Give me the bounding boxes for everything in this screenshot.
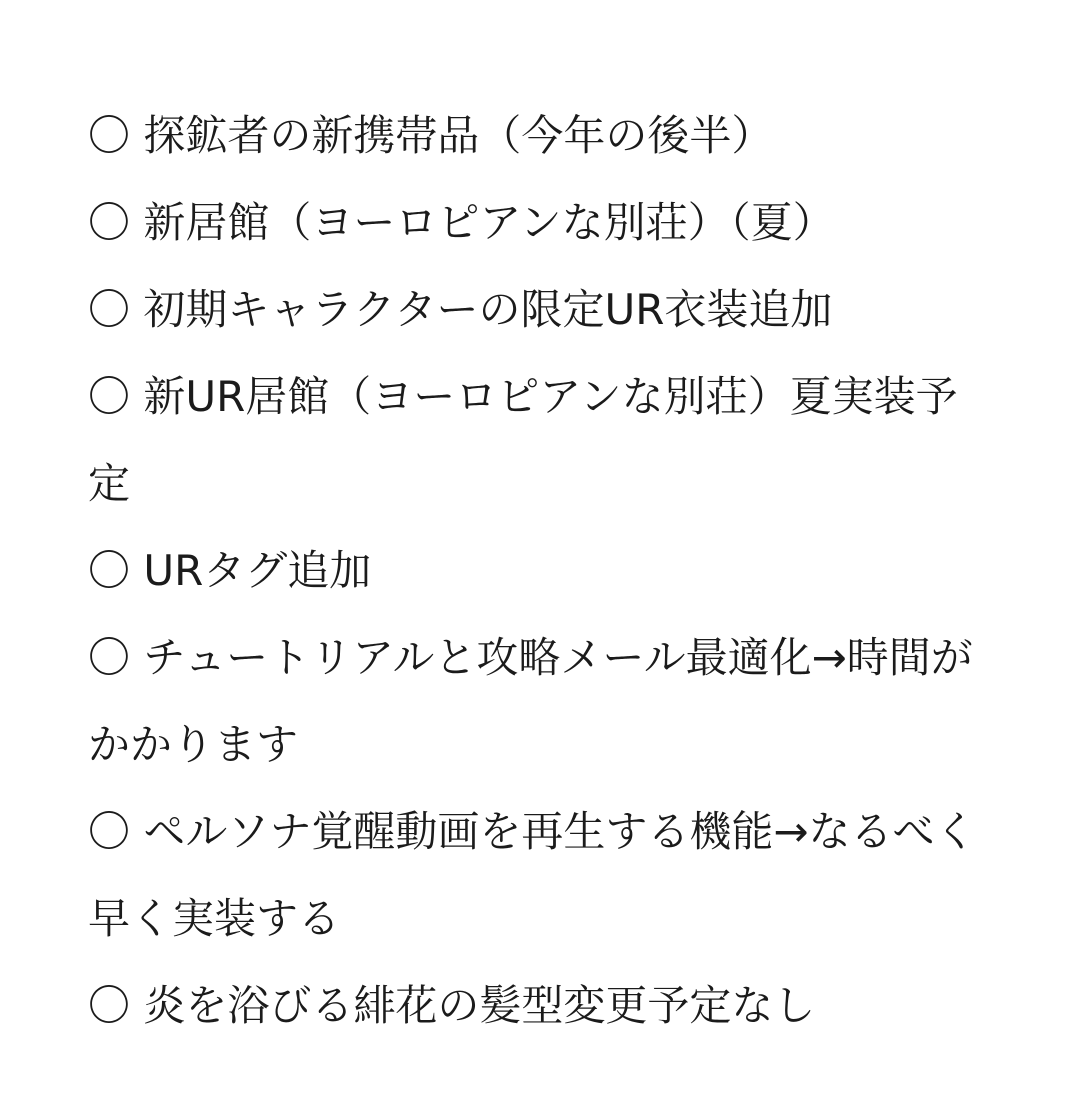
list-item: 〇 URタグ追加 [88,546,372,595]
update-list [88,92,988,1049]
list-item: 〇 ペルソナ覚醒動画を再生する機能→なるべく早く実装する [88,807,977,943]
list-item: 〇 探鉱者の新携帯品（今年の後半） [88,111,774,160]
list-item: 〇 新UR居館（ヨーロピアンな別荘）夏実装予定 [88,372,958,508]
list-item: 〇 炎を浴びる緋花の髪型変更予定なし [88,981,816,1030]
list-item: 〇 チュートリアルと攻略メール最適化→時間がかかります [88,633,973,769]
list-item: 〇 初期キャラクターの限定UR衣装追加 [88,285,833,334]
list-item: 〇 新居館（ヨーロピアンな別荘）（夏） [88,198,835,247]
